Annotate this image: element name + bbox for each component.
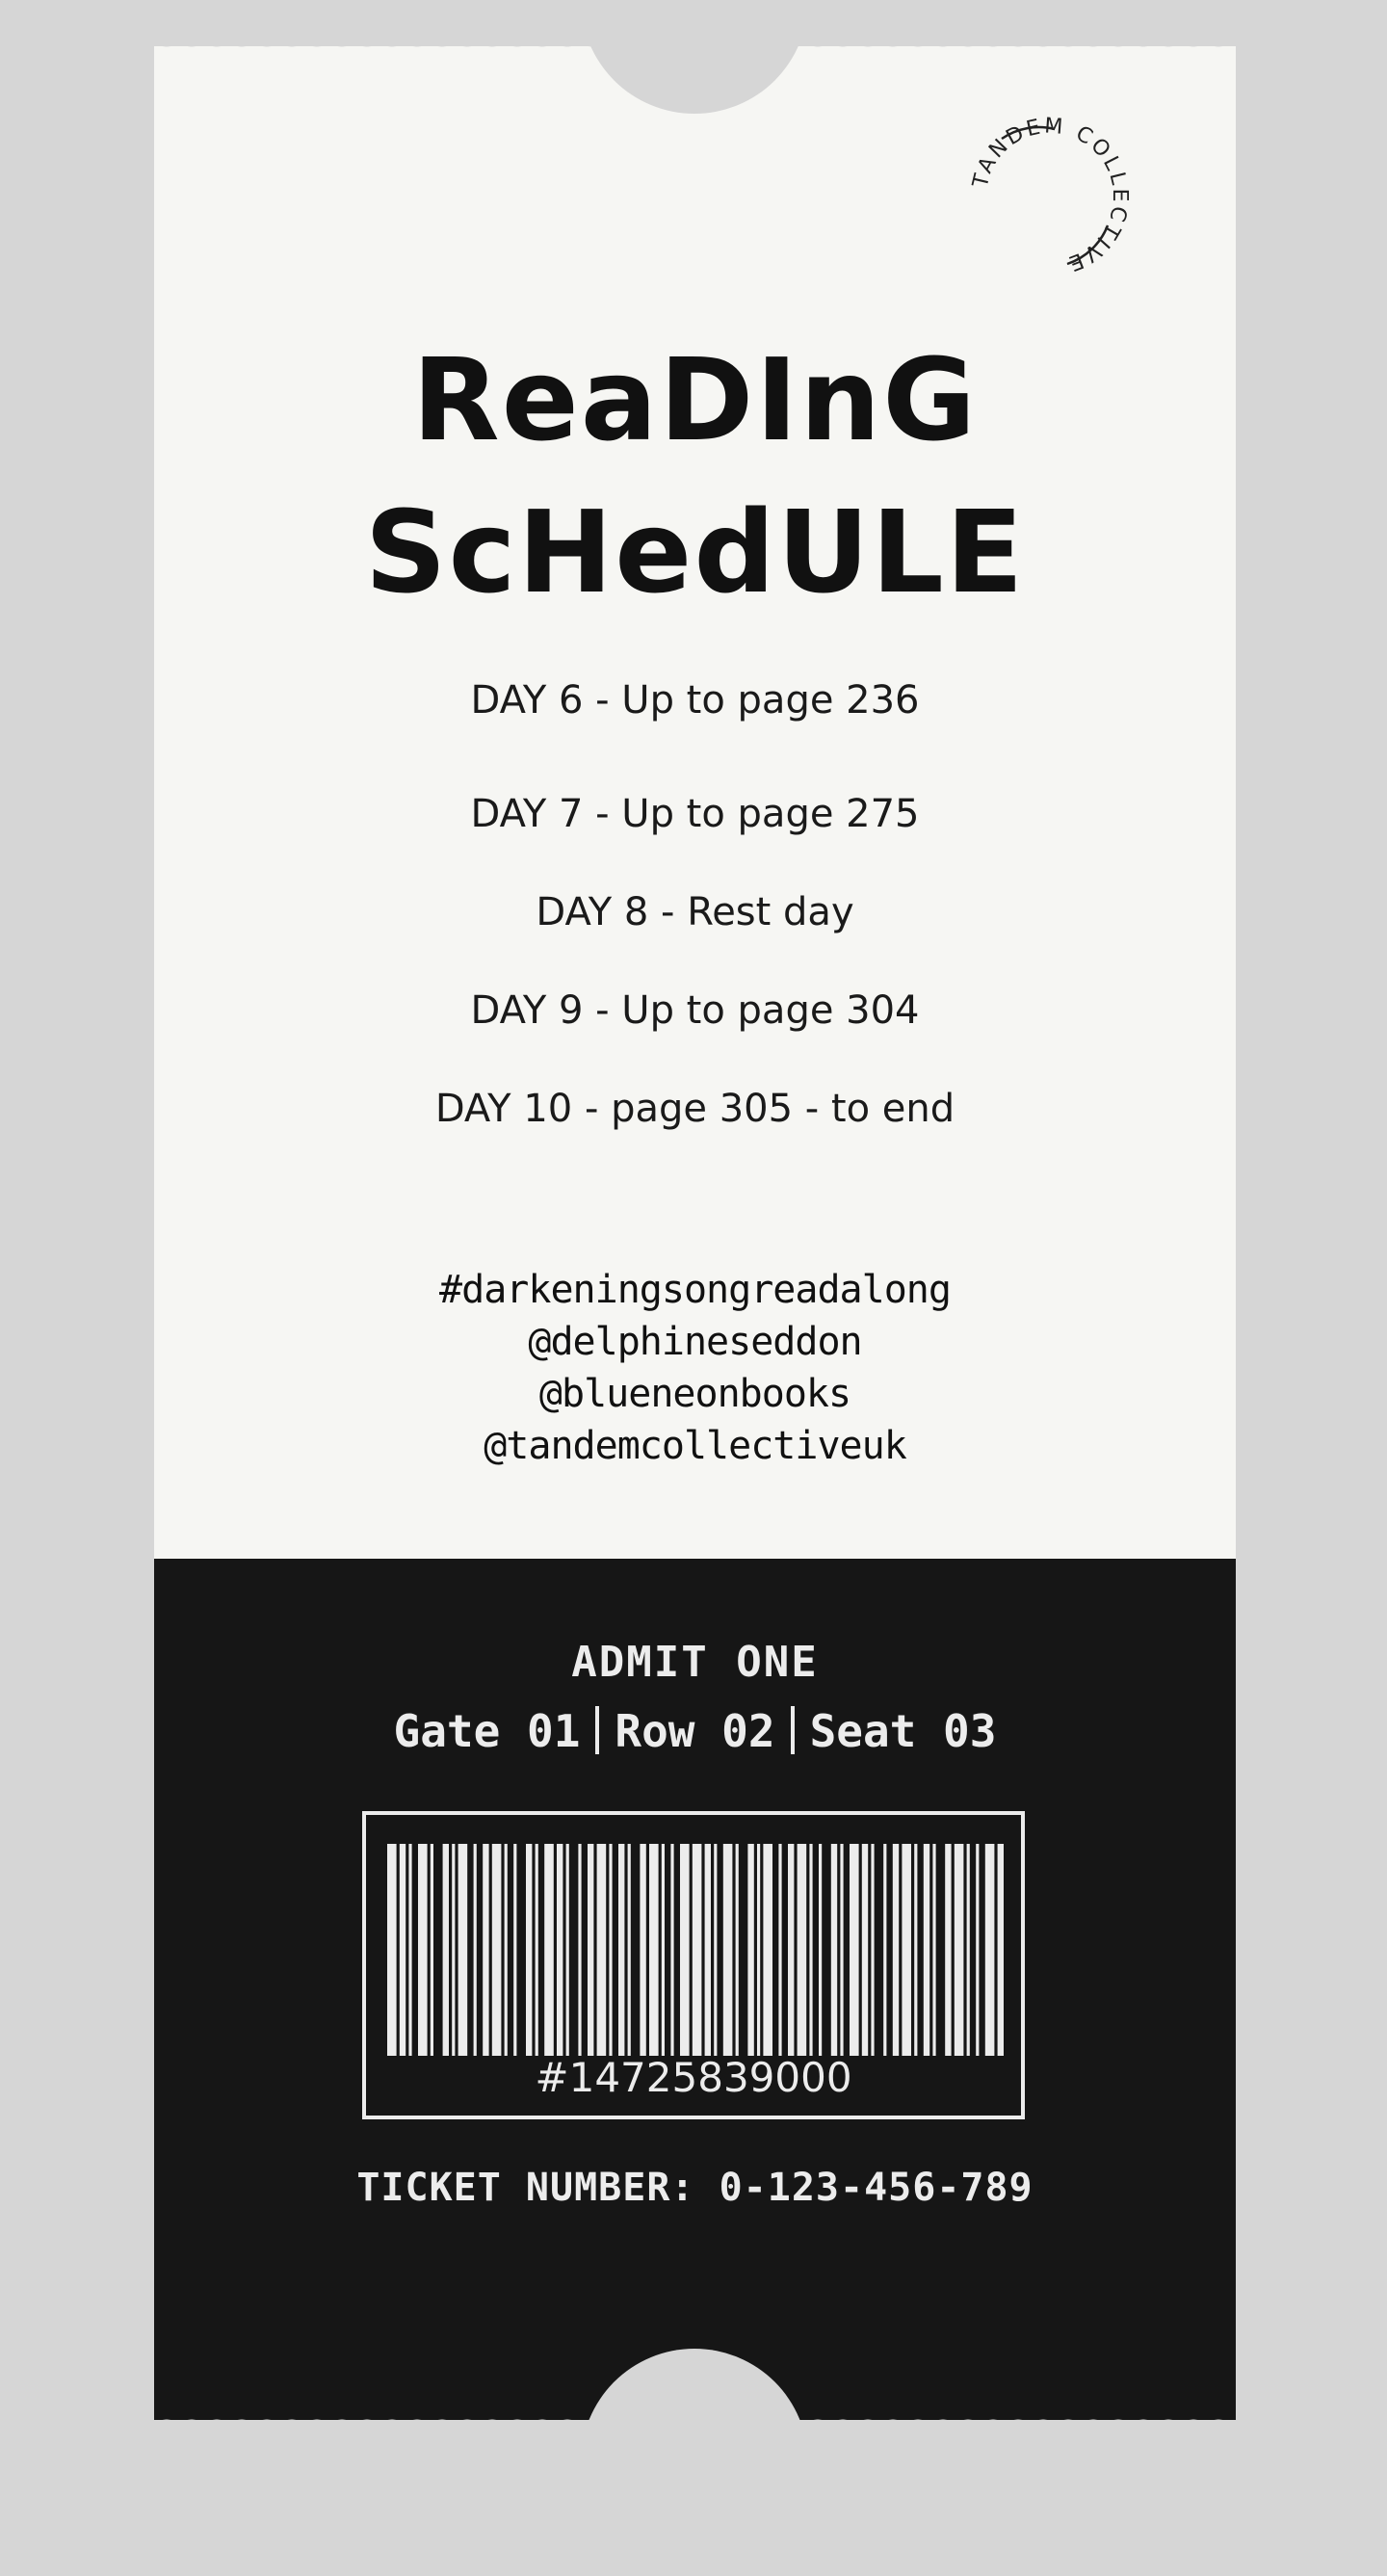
barcode-bar (736, 1844, 739, 2056)
schedule-day-9: DAY 9 - Up to page 304 (470, 988, 920, 1033)
barcode-bar (483, 1844, 488, 2056)
ticket-number: TICKET NUMBER: 0-123-456-789 (356, 2166, 1034, 2210)
handle-blueneonbooks: @blueneonbooks (538, 1372, 851, 1416)
schedule-day-6: DAY 6 - Up to page 236 (470, 678, 920, 723)
handle-delphineseddon: @delphineseddon (528, 1320, 862, 1364)
barcode-bar (536, 1844, 538, 2056)
barcode-bar (618, 1844, 624, 2056)
handle-tandemcollectiveuk: @tandemcollectiveuk (484, 1424, 906, 1468)
barcode-bar (798, 1844, 807, 2056)
title-line-2: ScHedULE (364, 486, 1026, 618)
barcode-bar (458, 1844, 468, 2056)
barcode-box (362, 1811, 1025, 2119)
seat-info (154, 1705, 1236, 1757)
barcode-bar (914, 1844, 917, 2056)
barcode-bar (431, 1844, 433, 2056)
barcode-bar (680, 1844, 690, 2056)
divider (595, 1706, 599, 1754)
logo-arc-text: TANDEM COLLECTIVE (968, 114, 1133, 276)
barcode-bar (883, 1844, 886, 2056)
schedule-day-10: DAY 10 - page 305 - to end (434, 1087, 955, 1131)
admit-one-label: ADMIT ONE (571, 1638, 819, 1687)
seat-label: Seat 03 (809, 1705, 997, 1757)
barcode-bar (578, 1844, 581, 2056)
barcode-bar (588, 1844, 593, 2056)
barcode-bar (452, 1844, 455, 2056)
barcode-bar (809, 1844, 812, 2056)
barcode-bar (998, 1844, 1004, 2056)
row-label: Row 02 (615, 1705, 775, 1757)
barcode-bar (492, 1844, 502, 2056)
barcode-bar (945, 1844, 951, 2056)
barcode-bar (831, 1844, 837, 2056)
barcode-bar (693, 1844, 702, 2056)
barcode-number: #14725839000 (535, 2054, 852, 2101)
barcode-bar (662, 1844, 665, 2056)
barcode-bar (387, 1844, 397, 2056)
barcode-bar (505, 1844, 508, 2056)
barcode-bar (985, 1844, 995, 2056)
barcode-bar (566, 1844, 569, 2056)
barcode-bar (788, 1844, 794, 2056)
svg-text:TANDEM COLLECTIVE (968, 114, 1132, 276)
ticket-notch-top (581, 0, 808, 114)
barcode (387, 1844, 1004, 2056)
barcode-bar (418, 1844, 428, 2056)
barcode-bar (557, 1844, 563, 2056)
barcode-bar (840, 1844, 843, 2056)
tandem-collective-logo (963, 110, 1137, 283)
barcode-bar (597, 1844, 607, 2056)
barcode-bar (757, 1844, 760, 2056)
ticket (154, 46, 1236, 2420)
barcode-bar (443, 1844, 449, 2056)
ticket-notch-bottom (581, 2349, 808, 2576)
title-line-1: ReaDInG (411, 333, 979, 466)
barcode-bar (628, 1844, 631, 2056)
barcode-bar (924, 1844, 929, 2056)
hashtag-readalong: #darkeningsongreadalong (439, 1268, 951, 1312)
barcode-bar (967, 1844, 970, 2056)
schedule-day-8: DAY 8 - Rest day (536, 890, 854, 934)
barcode-bar (902, 1844, 911, 2056)
barcode-bar (705, 1844, 711, 2056)
barcode-bar (513, 1844, 516, 2056)
barcode-bar (400, 1844, 406, 2056)
barcode-bar (544, 1844, 554, 2056)
barcode-bar (640, 1844, 645, 2056)
barcode-bar (474, 1844, 477, 2056)
barcode-bar (893, 1844, 899, 2056)
barcode-bar (778, 1844, 781, 2056)
barcode-bar (723, 1844, 733, 2056)
barcode-bar (819, 1844, 822, 2056)
barcode-bar (932, 1844, 935, 2056)
barcode-bar (850, 1844, 859, 2056)
gate-label: Gate 01 (393, 1705, 581, 1757)
barcode-bar (649, 1844, 659, 2056)
schedule-day-7: DAY 7 - Up to page 275 (470, 792, 920, 836)
barcode-bar (976, 1844, 979, 2056)
barcode-bar (955, 1844, 964, 2056)
barcode-bar (526, 1844, 532, 2056)
barcode-bar (871, 1844, 874, 2056)
divider (791, 1706, 795, 1754)
barcode-bar (408, 1844, 411, 2056)
barcode-bar (862, 1844, 868, 2056)
barcode-bar (747, 1844, 753, 2056)
barcode-bar (763, 1844, 772, 2056)
barcode-bar (609, 1844, 612, 2056)
barcode-bar (714, 1844, 717, 2056)
barcode-bar (670, 1844, 673, 2056)
ticket-top-section (154, 46, 1236, 1559)
